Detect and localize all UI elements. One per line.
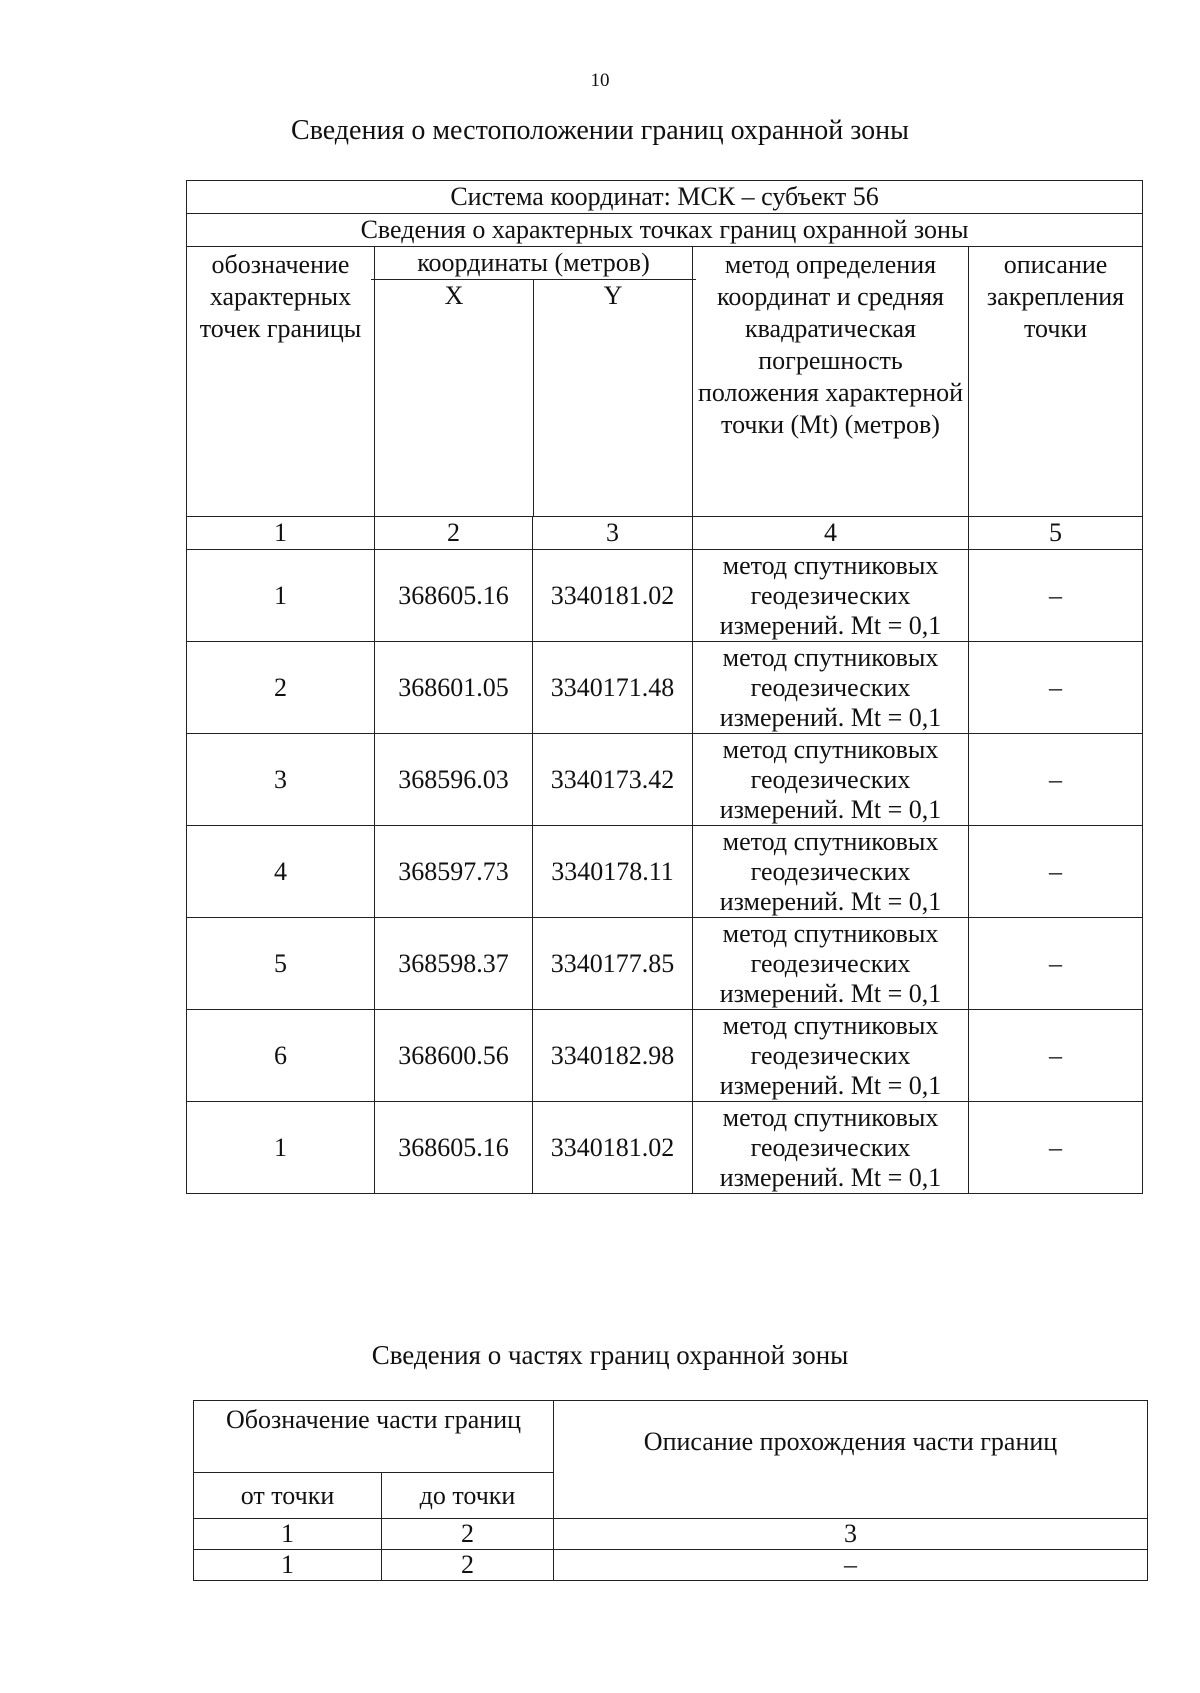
y-coordinate-cell: 3340181.02 [533,1102,693,1194]
table-row [187,550,1143,642]
fixing-description-cell: – [969,826,1143,918]
table-row [187,642,1143,734]
y-coordinate-cell: 3340177.85 [533,918,693,1010]
method-cell: метод спутниковых геодезических измерений. Mt = 0,1 [693,1010,969,1102]
boundary-parts-table [193,1400,1148,1581]
method-cell: метод спутниковых геодезических измерений. Mt = 0,1 [693,826,969,918]
method-cell: метод спутниковых геодезических измерений. Mt = 0,1 [693,1102,969,1194]
parts-body [194,1550,1148,1581]
column-number: 5 [969,517,1143,550]
point-number-cell: 5 [187,918,375,1010]
header-x: X [375,280,534,516]
header-part-designation: Обозначение части границ [194,1401,554,1473]
fixing-description-cell: – [969,734,1143,826]
table-row [187,734,1143,826]
fixing-description-cell: – [969,918,1143,1010]
point-number-cell: 1 [187,550,375,642]
header-method: метод определения координат и средняя квадратическая погрешность положения характерной точки (Mt) (метров) [693,247,969,517]
column-number: 2 [375,517,533,550]
column-number: 1 [194,1519,382,1550]
table-row [187,826,1143,918]
fixing-description-cell: – [969,1102,1143,1194]
point-number-cell: 1 [187,1102,375,1194]
from-point-cell: 1 [194,1550,382,1581]
parts-section-title: Сведения о частях границ охранной зоны [371,1340,849,1370]
table-row [187,1102,1143,1194]
x-coordinate-cell: 368600.56 [375,1010,533,1102]
header-coordinates-label: координаты (метров) [371,247,696,280]
column-number: 3 [533,517,693,550]
header-to-point: до точки [382,1473,554,1519]
point-number-cell: 2 [187,642,375,734]
x-coordinate-cell: 368605.16 [375,1102,533,1194]
fixing-description-cell: – [969,642,1143,734]
y-coordinate-cell: 3340171.48 [533,642,693,734]
y-coordinate-cell: 3340178.11 [533,826,693,918]
fixing-description-cell: – [969,550,1143,642]
header-coordinates [375,247,693,517]
part-description-cell: – [554,1550,1148,1581]
x-coordinate-cell: 368598.37 [375,918,533,1010]
method-cell: метод спутниковых геодезических измерений. Mt = 0,1 [693,550,969,642]
table-row [187,1010,1143,1102]
header-from-point: от точки [194,1473,382,1519]
column-number: 4 [693,517,969,550]
point-number-cell: 3 [187,734,375,826]
header-designation: обозначение характерных точек границы [187,247,375,517]
table-row [187,918,1143,1010]
boundary-points-table [186,180,1143,1194]
header-part-description: Описание прохождения части границ [554,1401,1148,1519]
column-number-row [194,1519,1148,1550]
page-title: Сведения о местоположении границ охранной зоны [291,115,909,146]
method-cell: метод спутниковых геодезических измерений. Mt = 0,1 [693,734,969,826]
header-description: описание закрепления точки [969,247,1143,517]
column-number: 1 [187,517,375,550]
column-number-row [187,517,1143,550]
header-y: Y [603,281,623,310]
y-coordinate-cell: 3340182.98 [533,1010,693,1102]
x-coordinate-cell: 368605.16 [375,550,533,642]
x-coordinate-cell: 368601.05 [375,642,533,734]
method-cell: метод спутниковых геодезических измерений. Mt = 0,1 [693,642,969,734]
section-header-row: Сведения о характерных точках границ охранной зоны [187,214,1143,247]
to-point-cell: 2 [382,1550,554,1581]
point-number-cell: 6 [187,1010,375,1102]
column-number: 3 [554,1519,1148,1550]
point-number-cell: 4 [187,826,375,918]
column-number: 2 [382,1519,554,1550]
fixing-description-cell: – [969,1010,1143,1102]
points-body [187,550,1143,1194]
x-coordinate-cell: 368597.73 [375,826,533,918]
y-coordinate-cell: 3340173.42 [533,734,693,826]
table-row [194,1550,1148,1581]
x-coordinate-cell: 368596.03 [375,734,533,826]
page-number: 10 [590,70,610,91]
method-cell: метод спутниковых геодезических измерений. Mt = 0,1 [693,918,969,1010]
y-coordinate-cell: 3340181.02 [533,550,693,642]
coordinate-system-row: Система координат: МСК – субъект 56 [187,181,1143,214]
